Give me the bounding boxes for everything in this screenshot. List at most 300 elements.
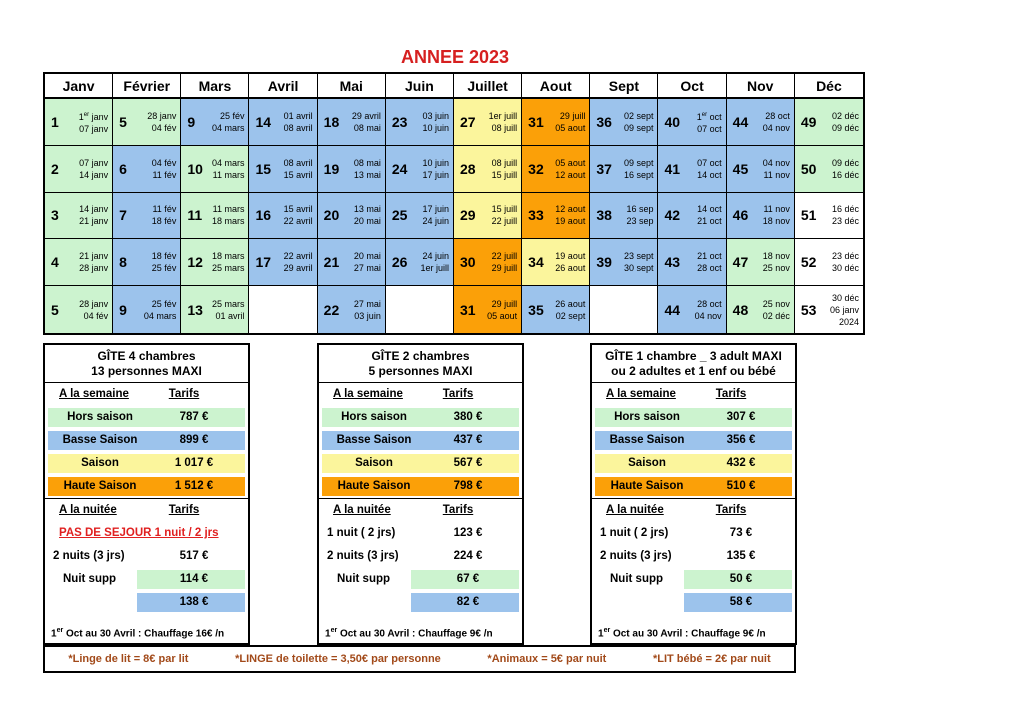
week-dates xyxy=(408,203,449,227)
week-dates xyxy=(135,203,176,227)
week-cell xyxy=(590,239,658,286)
week-number: 23 xyxy=(391,113,408,130)
week-date: 04 mars xyxy=(143,310,177,321)
week-cell xyxy=(522,146,590,193)
season-label: Haute Saison xyxy=(610,480,684,492)
week-date: 04 mars xyxy=(211,122,245,133)
week-date: 10 juin xyxy=(422,157,449,168)
week-dates xyxy=(680,109,721,135)
week-date: 17 juin xyxy=(422,204,449,215)
week-date: 07 janv xyxy=(79,123,109,134)
week-number: 42 xyxy=(664,207,681,224)
week-date: 04 nov xyxy=(762,122,790,133)
week-date: 14 oct xyxy=(697,204,722,215)
week-date: 09 sept xyxy=(623,157,654,168)
week-date: 09 sept xyxy=(623,122,654,133)
week-date: 08 avril xyxy=(283,122,313,133)
week-number: 21 xyxy=(323,254,340,271)
row-hors-saison xyxy=(592,406,795,429)
week-dates xyxy=(203,157,244,181)
week-date: 20 mai xyxy=(353,251,381,262)
row-nuit-supp-blue xyxy=(45,591,248,614)
week-date: 07 oct xyxy=(697,157,722,168)
week-date: 14 janv xyxy=(79,169,109,180)
season-price: 899 € xyxy=(179,434,209,446)
night-header-row xyxy=(592,498,795,522)
row-nuit-supp xyxy=(319,568,522,591)
week-date: 17 juin xyxy=(422,169,449,180)
week-date: 22 avril xyxy=(283,251,313,262)
week-date: 21 janv xyxy=(79,216,109,227)
night-label: A la nuitée xyxy=(606,504,664,516)
gite-title: GÎTE 1 chambre _ 3 adult MAXI xyxy=(605,349,782,363)
week-date: 02 déc xyxy=(762,310,790,321)
row-basse-saison xyxy=(592,429,795,452)
week-cell xyxy=(795,193,863,240)
week-date: 08 juill xyxy=(491,157,518,168)
nuit-supp-price-green: 114 € xyxy=(179,573,209,585)
month-header: Déc xyxy=(795,74,863,99)
week-date: 24 juin xyxy=(422,216,449,227)
two-nights-price: 517 € xyxy=(179,550,209,562)
week-date: 22 avril xyxy=(283,216,313,227)
night-header-row xyxy=(319,498,522,522)
week-date: 18 fév xyxy=(151,216,177,227)
gite-header xyxy=(319,345,522,383)
heating-day: 1 xyxy=(325,628,331,639)
season-price: 432 € xyxy=(726,457,756,469)
week-cell xyxy=(522,193,590,240)
week-cell xyxy=(658,193,726,240)
week-dates xyxy=(67,109,108,135)
week-date: 15 juill xyxy=(491,204,518,215)
week-number: 31 xyxy=(528,113,544,130)
row-haute-saison xyxy=(592,475,795,498)
row-one-night xyxy=(592,522,795,545)
week-cell xyxy=(454,146,522,193)
week-number: 15 xyxy=(255,160,272,177)
week-number: 50 xyxy=(800,160,817,177)
week-date: 30 déc xyxy=(831,263,859,274)
week-cell xyxy=(45,146,113,193)
week-date: 23 sept xyxy=(623,251,654,262)
week-date: 11 nov xyxy=(763,169,790,180)
week-date: 05 aout xyxy=(555,122,586,133)
row-two-nights xyxy=(592,545,795,568)
week-date: 29 avril xyxy=(351,110,381,121)
week-date: 25 nov xyxy=(762,298,790,309)
week-dates xyxy=(67,157,108,181)
week-date: 23 déc xyxy=(831,216,859,227)
season-price: 1 512 € xyxy=(174,480,214,492)
footer-item-animaux: *Animaux = 5€ par nuit xyxy=(487,653,607,665)
week-cell xyxy=(45,193,113,240)
night-tarifs-label: Tarifs xyxy=(442,504,474,516)
week-date: 30 déc xyxy=(831,292,859,303)
week-date: 08 avril xyxy=(283,157,313,168)
week-date: 27 mai xyxy=(353,298,381,309)
week-date: 1er oct xyxy=(696,111,722,122)
week-number: 5 xyxy=(119,113,127,130)
gite-2-chambres-box xyxy=(317,343,524,645)
nuit-supp-price-blue: 82 € xyxy=(456,596,480,608)
week-dates xyxy=(67,250,108,274)
week-dates xyxy=(203,250,244,274)
week-dates xyxy=(544,298,585,322)
season-price: 437 € xyxy=(453,434,483,446)
week-number: 28 xyxy=(459,160,476,177)
week-dates xyxy=(817,292,859,328)
week-date: 28 janv xyxy=(79,298,109,309)
week-number: 38 xyxy=(596,207,612,224)
season-label: Hors saison xyxy=(341,411,407,423)
row-nuit-supp xyxy=(592,568,795,591)
season-price: 798 € xyxy=(453,480,483,492)
footer-extras xyxy=(43,645,796,673)
week-date: 07 oct xyxy=(697,123,722,134)
week-number: 41 xyxy=(664,160,681,177)
month-header: Février xyxy=(113,74,181,99)
week-date: 13 mai xyxy=(353,204,381,215)
week-number: 3 xyxy=(51,207,59,224)
week-cell xyxy=(454,286,522,333)
gite-title: GÎTE 2 chambres xyxy=(371,349,470,363)
week-cell xyxy=(113,239,181,286)
week-number: 26 xyxy=(391,254,408,271)
week-date: 16 sept xyxy=(623,169,654,180)
month-header: Juillet xyxy=(454,74,522,99)
week-dates xyxy=(749,250,790,274)
week-date: 15 juill xyxy=(491,169,518,180)
heating-text: Oct au 30 Avril : Chauffage 9€ /n xyxy=(610,628,766,639)
row-saison xyxy=(319,452,522,475)
week-cell xyxy=(522,99,590,146)
week-dates xyxy=(271,157,312,181)
heating-text: Oct au 30 Avril : Chauffage 9€ /n xyxy=(337,628,493,639)
week-date: 25 mars xyxy=(211,298,245,309)
week-date: 02 déc xyxy=(831,110,859,121)
week-date: 15 avril xyxy=(283,204,313,215)
week-cell xyxy=(318,239,386,286)
week-date: 09 déc xyxy=(831,157,859,168)
two-nights-label: 2 nuits (3 jrs) xyxy=(600,550,672,562)
row-nuit-supp xyxy=(45,568,248,591)
month-header: Sept xyxy=(590,74,658,99)
gite-title: GÎTE 4 chambres xyxy=(97,349,196,363)
week-number: 6 xyxy=(119,160,127,177)
week-cell xyxy=(658,146,726,193)
season-label: Hors saison xyxy=(614,411,680,423)
week-number: 10 xyxy=(187,160,203,177)
heating-text: Oct au 30 Avril : Chauffage 16€ /n xyxy=(63,628,225,639)
week-date: 04 mars xyxy=(211,157,245,168)
week-date: 11 mars xyxy=(212,169,245,180)
season-label: Haute Saison xyxy=(63,480,137,492)
nuit-supp-label: Nuit supp xyxy=(337,573,391,585)
week-number: 40 xyxy=(664,113,681,130)
week-number: 20 xyxy=(323,207,340,224)
week-date: 26 aout xyxy=(555,263,586,274)
week-date: 09 déc xyxy=(831,122,859,133)
week-number: 34 xyxy=(528,254,544,271)
week-cell xyxy=(318,286,386,333)
week-date: 01 avril xyxy=(283,110,313,121)
week-cell xyxy=(454,99,522,146)
week-date: 04 nov xyxy=(762,157,790,168)
week-date: 21 oct xyxy=(697,251,722,262)
week-number: 35 xyxy=(528,301,544,318)
month-header: Juin xyxy=(386,74,454,99)
week-dates xyxy=(749,203,790,227)
week-date: 04 nov xyxy=(694,310,722,321)
week-date: 04 fév xyxy=(83,310,109,321)
week-cell xyxy=(386,99,454,146)
month-header: Mai xyxy=(318,74,386,99)
week-cell xyxy=(249,99,317,146)
week-header-row xyxy=(45,383,248,406)
week-date: 13 mai xyxy=(353,169,381,180)
week-dates xyxy=(817,157,859,181)
one-night-price: 73 € xyxy=(729,527,753,539)
week-dates xyxy=(340,157,381,181)
week-dates xyxy=(135,110,176,134)
week-date: 25 nov xyxy=(762,263,790,274)
week-cell xyxy=(727,239,795,286)
row-haute-saison xyxy=(319,475,522,498)
week-number: 44 xyxy=(664,301,681,318)
week-dates xyxy=(749,110,790,134)
row-one-night xyxy=(319,522,522,545)
week-number: 11 xyxy=(187,207,203,224)
week-number: 49 xyxy=(800,113,817,130)
week-date: 25 mars xyxy=(211,263,245,274)
season-price: 567 € xyxy=(453,457,483,469)
week-dates xyxy=(340,250,381,274)
week-dates xyxy=(203,110,244,134)
week-cell xyxy=(727,286,795,333)
week-dates xyxy=(476,110,517,134)
week-date: 18 nov xyxy=(762,251,790,262)
week-cell xyxy=(658,239,726,286)
week-cell xyxy=(727,146,795,193)
heating-day: 1 xyxy=(598,628,604,639)
two-nights-label: 2 nuits (3 jrs) xyxy=(327,550,399,562)
week-date: 22 juill xyxy=(491,216,518,227)
gite-4-chambres-box xyxy=(43,343,250,645)
week-date: 04 fév xyxy=(151,157,177,168)
week-cell xyxy=(590,286,658,333)
week-date: 27 mai xyxy=(353,263,381,274)
heating-ordinal: er xyxy=(330,626,338,634)
week-date: 03 juin xyxy=(354,310,381,321)
week-cell xyxy=(45,239,113,286)
week-number: 39 xyxy=(596,254,612,271)
week-date: 29 juill xyxy=(491,298,518,309)
row-saison xyxy=(45,452,248,475)
tarifs-label: Tarifs xyxy=(168,388,200,400)
month-header: Janv xyxy=(45,74,113,99)
week-cell xyxy=(454,193,522,240)
week-date: 18 mars xyxy=(211,216,245,227)
season-label: Basse Saison xyxy=(609,434,685,446)
week-number: 37 xyxy=(596,160,612,177)
week-dates xyxy=(476,203,517,227)
week-cell xyxy=(795,146,863,193)
week-number: 36 xyxy=(596,113,612,130)
week-number: 17 xyxy=(255,254,272,271)
season-label: Haute Saison xyxy=(337,480,411,492)
week-dates xyxy=(408,157,449,181)
week-number: 32 xyxy=(528,160,544,177)
week-date: 15 avril xyxy=(283,169,313,180)
one-night-label: PAS DE SEJOUR 1 nuit / 2 jrs xyxy=(59,527,219,539)
season-price: 787 € xyxy=(179,411,209,423)
week-date: 16 déc xyxy=(831,169,859,180)
footer-item-lit-bebe: *LIT bébé = 2€ par nuit xyxy=(652,653,771,665)
heating-ordinal: er xyxy=(56,626,64,634)
season-label: Saison xyxy=(355,457,393,469)
heating-note xyxy=(51,627,244,639)
calendar-grid xyxy=(43,72,865,335)
two-nights-price: 224 € xyxy=(453,550,483,562)
week-number: 7 xyxy=(119,207,127,224)
week-date: 1er janv xyxy=(78,111,109,122)
month-header: Aout xyxy=(522,74,590,99)
week-date: 26 aout xyxy=(555,298,586,309)
week-date: 11 nov xyxy=(763,204,790,215)
week-cell xyxy=(45,286,113,333)
week-dates xyxy=(340,110,381,134)
week-cell xyxy=(249,193,317,240)
week-dates xyxy=(612,203,653,227)
week-cell xyxy=(590,99,658,146)
week-date: 25 fév xyxy=(151,298,177,309)
gite-header xyxy=(592,345,795,383)
week-date: 29 juill xyxy=(491,263,518,274)
season-label: Basse Saison xyxy=(336,434,412,446)
week-dates xyxy=(135,298,176,322)
heating-note xyxy=(598,627,791,639)
week-cell xyxy=(386,146,454,193)
week-cell xyxy=(522,239,590,286)
week-date: 08 mai xyxy=(353,157,381,168)
week-number: 9 xyxy=(119,301,127,318)
week-date: 02 sept xyxy=(555,310,586,321)
week-date: 29 juill xyxy=(559,110,586,121)
week-dates xyxy=(680,203,721,227)
week-cell xyxy=(658,99,726,146)
week-number: 29 xyxy=(459,207,476,224)
week-date: 14 janv xyxy=(79,204,109,215)
week-date: 02 sept xyxy=(623,110,654,121)
week-date: 28 oct xyxy=(697,263,722,274)
week-number: 13 xyxy=(187,301,203,318)
week-date: 07 janv xyxy=(79,157,109,168)
one-night-label: 1 nuit ( 2 jrs) xyxy=(327,527,396,539)
week-number: 31 xyxy=(459,301,476,318)
week-cell xyxy=(113,286,181,333)
week-cell xyxy=(454,239,522,286)
week-date: 05 aout xyxy=(487,310,518,321)
week-number: 24 xyxy=(391,160,408,177)
week-cell xyxy=(386,286,454,333)
week-date: 1er juill xyxy=(420,263,449,274)
week-number: 30 xyxy=(459,254,476,271)
two-nights-price: 135 € xyxy=(726,550,756,562)
week-date: 23 sep xyxy=(626,216,654,227)
night-label: A la nuitée xyxy=(59,504,117,516)
gite-1-chambre-box xyxy=(590,343,797,645)
night-header-row xyxy=(45,498,248,522)
week-date: 28 janv xyxy=(79,263,109,274)
week-dates xyxy=(67,298,108,322)
week-number: 1 xyxy=(51,113,59,130)
row-haute-saison xyxy=(45,475,248,498)
gite-capacity: ou 2 adultes et 1 enf ou bébé xyxy=(611,364,776,378)
week-number: 52 xyxy=(800,254,817,271)
week-date: 28 oct xyxy=(765,110,790,121)
week-number: 19 xyxy=(323,160,340,177)
week-date: 24 juin xyxy=(422,251,449,262)
week-dates xyxy=(817,250,859,274)
tarifs-label: Tarifs xyxy=(442,388,474,400)
night-tarifs-label: Tarifs xyxy=(715,504,747,516)
week-number: 48 xyxy=(732,301,749,318)
week-cell xyxy=(318,146,386,193)
one-night-price: 123 € xyxy=(453,527,483,539)
tarifs-label: Tarifs xyxy=(715,388,747,400)
week-number: 45 xyxy=(732,160,749,177)
row-hors-saison xyxy=(45,406,248,429)
week-date: 18 nov xyxy=(762,216,790,227)
season-label: Hors saison xyxy=(67,411,133,423)
week-date: 30 sept xyxy=(623,263,654,274)
week-number: 9 xyxy=(187,113,196,130)
week-dates xyxy=(544,203,585,227)
week-dates xyxy=(612,110,653,134)
week-date: 08 juill xyxy=(491,122,518,133)
week-cell xyxy=(727,193,795,240)
week-label: A la semaine xyxy=(606,388,676,400)
week-dates xyxy=(544,250,585,274)
week-dates xyxy=(408,250,449,274)
week-cell xyxy=(795,286,863,333)
week-date: 18 mars xyxy=(211,251,245,262)
row-basse-saison xyxy=(45,429,248,452)
week-cell xyxy=(590,193,658,240)
week-date: 20 mai xyxy=(353,216,381,227)
week-number: 33 xyxy=(528,207,544,224)
night-label: A la nuitée xyxy=(333,504,391,516)
week-number: 27 xyxy=(459,113,476,130)
week-dates xyxy=(135,250,176,274)
week-date: 28 oct xyxy=(697,298,722,309)
week-dates xyxy=(271,110,312,134)
week-number: 2 xyxy=(51,160,59,177)
week-dates xyxy=(476,298,517,322)
week-date: 28 janv xyxy=(147,110,177,121)
heating-ordinal: er xyxy=(603,626,611,634)
week-date: 10 juin xyxy=(422,122,449,133)
week-cell xyxy=(181,239,249,286)
week-cell xyxy=(113,99,181,146)
week-date: 12 aout xyxy=(555,169,586,180)
week-date: 01 avril xyxy=(215,310,245,321)
week-cell xyxy=(318,193,386,240)
season-price: 510 € xyxy=(726,480,756,492)
nuit-supp-label: Nuit supp xyxy=(610,573,664,585)
week-cell xyxy=(590,146,658,193)
